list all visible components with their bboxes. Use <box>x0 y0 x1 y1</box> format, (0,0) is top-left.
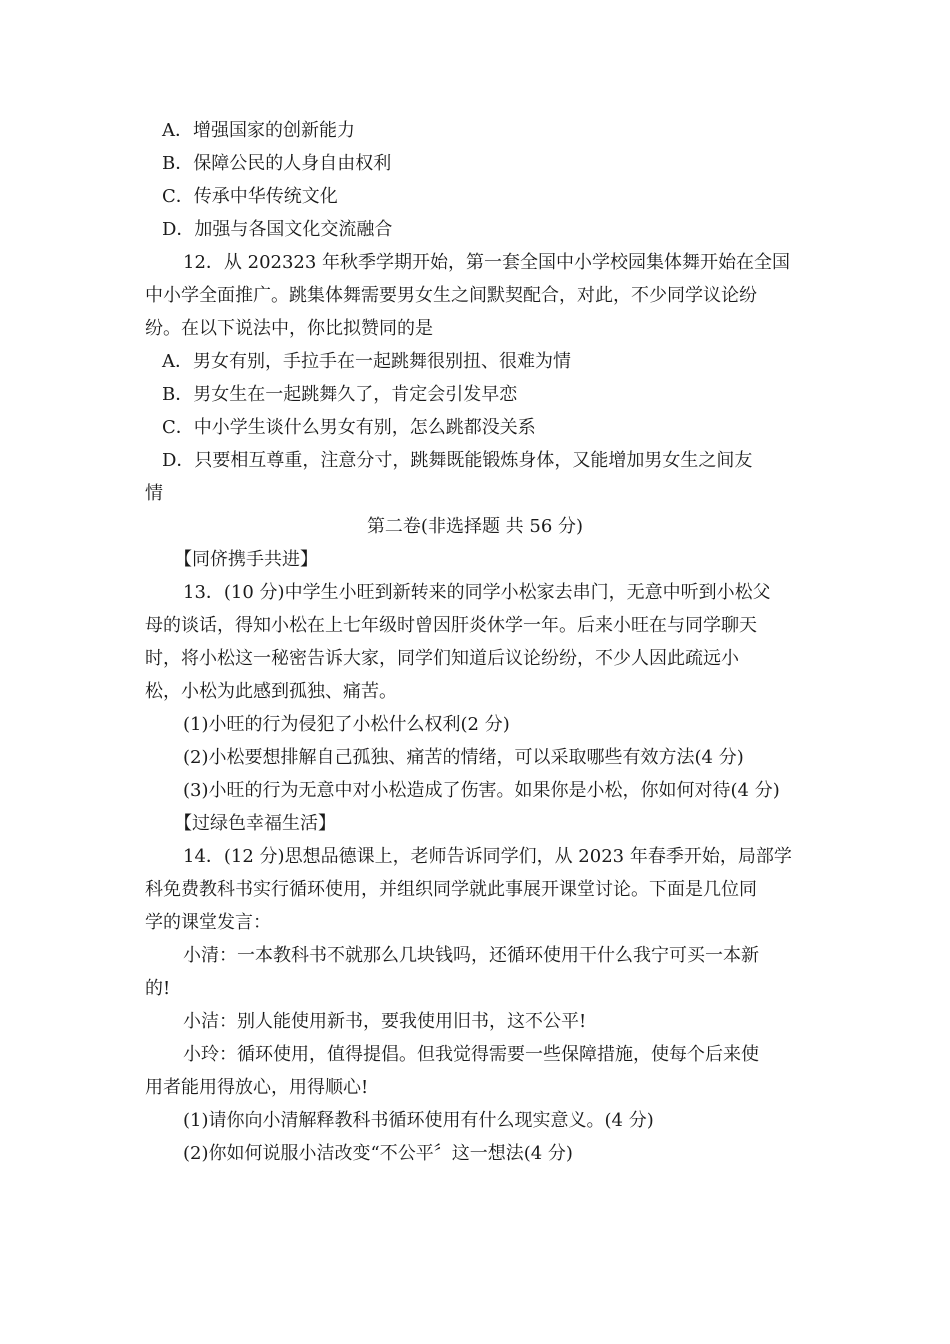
q14-xiaojie: 小洁：别人能使用新书，要我使用旧书，这不公平! <box>183 1011 587 1032</box>
q14-sub-2: (2)你如何说服小洁改变“不公平〞这一想法(4 分) <box>183 1143 573 1164</box>
q12-option-b: B．男女生在一起跳舞久了，肯定会引发早恋 <box>162 384 518 405</box>
q14-xiaoling-line-1: 小玲：循环使用，值得提倡。但我觉得需要一些保障措施，使每个后来使 <box>183 1044 759 1065</box>
q11-option-a: A．增强国家的创新能力 <box>162 120 355 141</box>
section-heading-green-life: 【过绿色幸福生活】 <box>174 813 336 834</box>
q12-stem-line-1: 12．从 202323 年秋季学期开始，第一套全国中小学校园集体舞开始在全国 <box>183 252 791 273</box>
q12-stem-line-2: 中小学全面推广。跳集体舞需要男女生之间默契配合，对此，不少同学议论纷 <box>145 285 757 306</box>
q13-sub-3: (3)小旺的行为无意中对小松造成了伤害。如果你是小松，你如何对待(4 分) <box>183 780 780 801</box>
q14-xiaoling-line-2: 用者能用得放心，用得顺心! <box>145 1077 369 1098</box>
q11-option-b: B．保障公民的人身自由权利 <box>162 153 392 174</box>
q13-stem-line-2: 母的谈话，得知小松在上七年级时曾因肝炎休学一年。后来小旺在与同学聊天 <box>145 615 757 636</box>
q13-stem-line-4: 松，小松为此感到孤独、痛苦。 <box>145 681 397 702</box>
q13-sub-2: (2)小松要想排解自己孤独、痛苦的情绪，可以采取哪些有效方法(4 分) <box>183 747 744 768</box>
part2-title: 第二卷(非选择题 共 56 分) <box>366 516 584 537</box>
q14-sub-1: (1)请你向小清解释教科书循环使用有什么现实意义。(4 分) <box>183 1110 654 1131</box>
q14-stem-line-3: 学的课堂发言： <box>145 912 271 933</box>
q14-stem-line-1: 14．(12 分)思想品德课上，老师告诉同学们，从 2023 年春季开始，局部学 <box>183 846 792 867</box>
q12-stem-line-3: 纷。在以下说法中，你比拟赞同的是 <box>145 318 433 339</box>
q11-option-d: D．加强与各国文化交流融合 <box>162 219 393 240</box>
q13-stem-line-1: 13．(10 分)中学生小旺到新转来的同学小松家去串门，无意中听到小松父 <box>183 582 771 603</box>
q13-stem-line-3: 时，将小松这一秘密告诉大家，同学们知道后议论纷纷，不少人因此疏远小 <box>145 648 739 669</box>
q11-option-c: C．传承中华传统文化 <box>162 186 338 207</box>
q12-option-c: C．中小学生谈什么男女有别，怎么跳都没关系 <box>162 417 536 438</box>
q14-xiaoqing-line-1: 小清：一本教科书不就那么几块钱吗，还循环使用干什么我宁可买一本新 <box>183 945 759 966</box>
q12-option-d-continuation: 情 <box>145 483 163 504</box>
section-heading-peers: 【同侪携手共进】 <box>174 549 318 570</box>
q12-option-d: D．只要相互尊重，注意分寸，跳舞既能锻炼身体，又能增加男女生之间友 <box>162 450 753 471</box>
q13-sub-1: (1)小旺的行为侵犯了小松什么权利(2 分) <box>183 714 510 735</box>
q12-option-a: A．男女有别，手拉手在一起跳舞很别扭、很难为情 <box>162 351 571 372</box>
q14-stem-line-2: 科免费教科书实行循环使用，并组织同学就此事展开课堂讨论。下面是几位同 <box>145 879 757 900</box>
q14-xiaoqing-line-2: 的! <box>145 978 171 999</box>
